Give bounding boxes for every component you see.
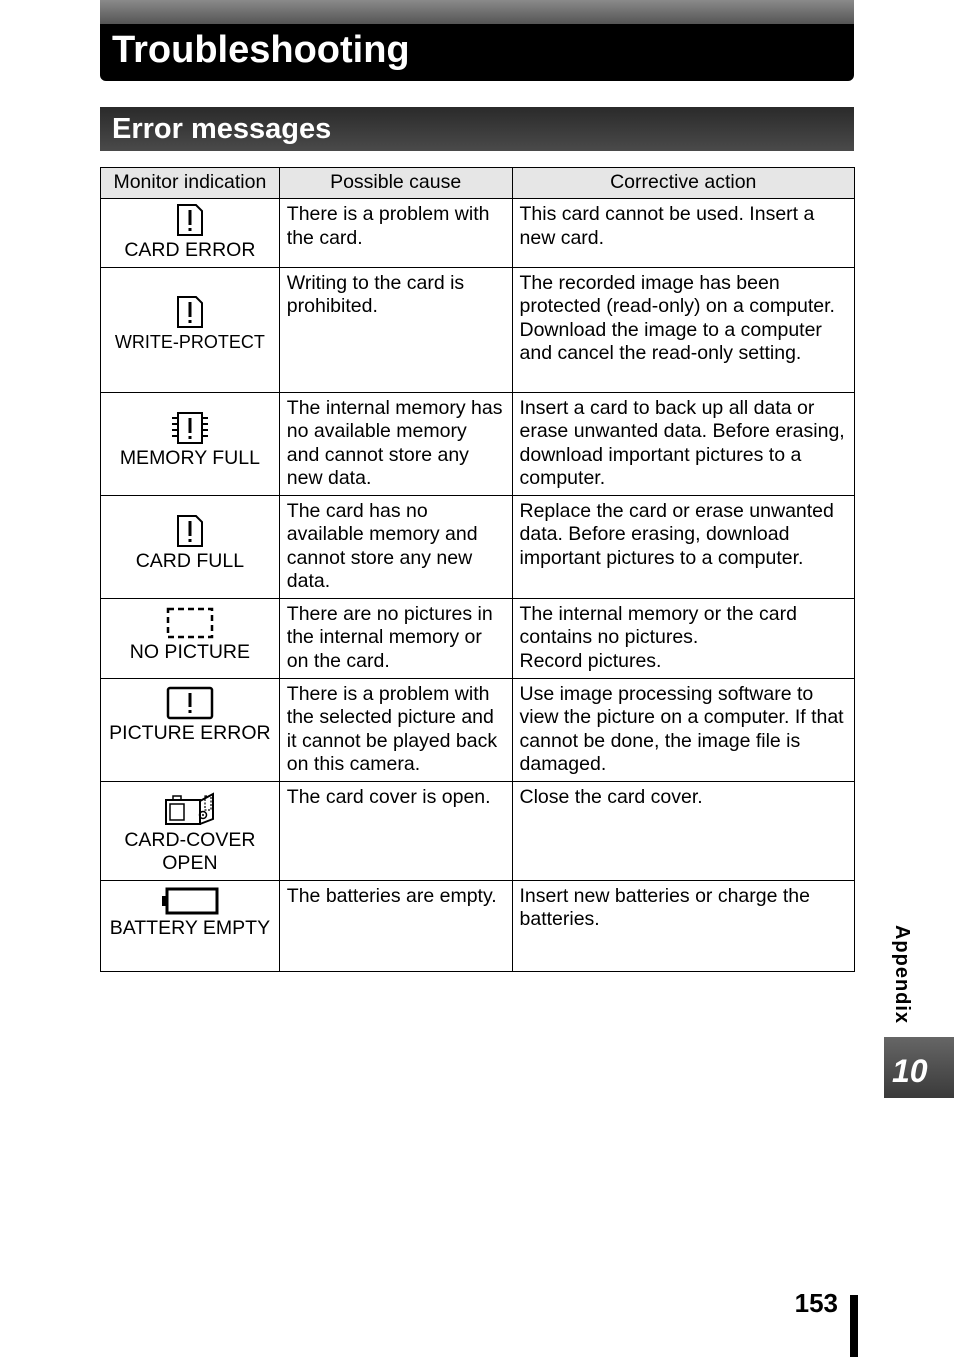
monitor-label: WRITE-PROTECT <box>114 331 265 352</box>
monitor-label: CARD-COVER OPEN <box>124 828 256 874</box>
monitor-label: NO PICTURE <box>129 640 251 663</box>
card-error-icon <box>176 203 204 237</box>
page-number-bar <box>850 1295 858 1357</box>
error-messages-table <box>100 167 855 972</box>
cause-cell: There is a problem with the card. <box>279 199 512 268</box>
monitor-indication-cell <box>101 598 280 678</box>
monitor-indication-cell <box>101 880 280 971</box>
appendix-label: Appendix <box>891 924 914 1024</box>
column-header: Possible cause <box>279 168 512 199</box>
table-row <box>101 678 855 781</box>
column-header: Monitor indication <box>101 168 280 199</box>
table-row <box>101 598 855 678</box>
action-cell: Use image processing software to view the picture on a computer. If that cannot be done, the image file is damaged. <box>512 678 855 781</box>
table-header-row <box>101 168 855 199</box>
card-cover-open-icon <box>163 791 217 827</box>
chapter-number: 10 <box>892 1053 928 1089</box>
table-row <box>101 781 855 880</box>
action-cell: This card cannot be used. Insert a new card. <box>512 199 855 268</box>
cause-cell: There is a problem with the selected picture and it cannot be played back on this camera. <box>279 678 512 781</box>
page-title-bar <box>100 0 854 81</box>
cause-cell: The batteries are empty. <box>279 880 512 971</box>
table-row <box>101 392 855 495</box>
cause-cell: The internal memory has no available memory and cannot store any new data. <box>279 392 512 495</box>
monitor-label: BATTERY EMPTY <box>109 916 271 939</box>
battery-empty-icon <box>161 887 219 915</box>
monitor-indication-cell <box>101 678 280 781</box>
action-cell: Close the card cover. <box>512 781 855 880</box>
cause-cell: There are no pictures in the internal memory or on the card. <box>279 598 512 678</box>
card-full-icon <box>176 514 204 548</box>
table-row <box>101 880 855 971</box>
table-row <box>101 267 855 392</box>
page-title: Troubleshooting <box>112 29 410 71</box>
action-cell: Insert a card to back up all data or erase unwanted data. Before erasing, download important pictures to a computer. <box>512 392 855 495</box>
action-cell: Insert new batteries or charge the batteries. <box>512 880 855 971</box>
monitor-label: PICTURE ERROR <box>109 721 271 744</box>
monitor-indication-cell <box>101 267 280 392</box>
monitor-indication-cell <box>101 781 280 880</box>
chapter-sidebar-label <box>884 918 920 1030</box>
title-bar-gradient <box>100 0 854 24</box>
table-row <box>101 199 855 268</box>
monitor-label: MEMORY FULL <box>119 446 260 469</box>
monitor-label: CARD FULL <box>135 549 245 572</box>
no-picture-icon <box>166 607 214 639</box>
chapter-tab <box>884 1037 954 1098</box>
column-header: Corrective action <box>512 168 855 199</box>
cause-cell: The card cover is open. <box>279 781 512 880</box>
picture-error-icon <box>166 686 214 720</box>
monitor-indication-cell <box>101 392 280 495</box>
section-header <box>100 107 854 151</box>
monitor-indication-cell <box>101 495 280 598</box>
memory-full-icon <box>171 411 209 445</box>
cause-cell: Writing to the card is prohibited. <box>279 267 512 392</box>
monitor-label: CARD ERROR <box>124 239 256 261</box>
action-cell: The internal memory or the card contains no pictures. Record pictures. <box>512 598 855 678</box>
action-cell: The recorded image has been protected (read-only) on a computer. Download the image to a computer and cancel the read-only setting. <box>512 267 855 392</box>
write-protect-icon <box>176 295 204 329</box>
cause-cell: The card has no available memory and cannot store any new data. <box>279 495 512 598</box>
table-row <box>101 495 855 598</box>
page-number: 153 <box>794 1288 838 1318</box>
section-title: Error messages <box>112 113 332 145</box>
action-cell: Replace the card or erase unwanted data. Before erasing, download important pictures to a computer. <box>512 495 855 598</box>
monitor-indication-cell <box>101 199 280 268</box>
